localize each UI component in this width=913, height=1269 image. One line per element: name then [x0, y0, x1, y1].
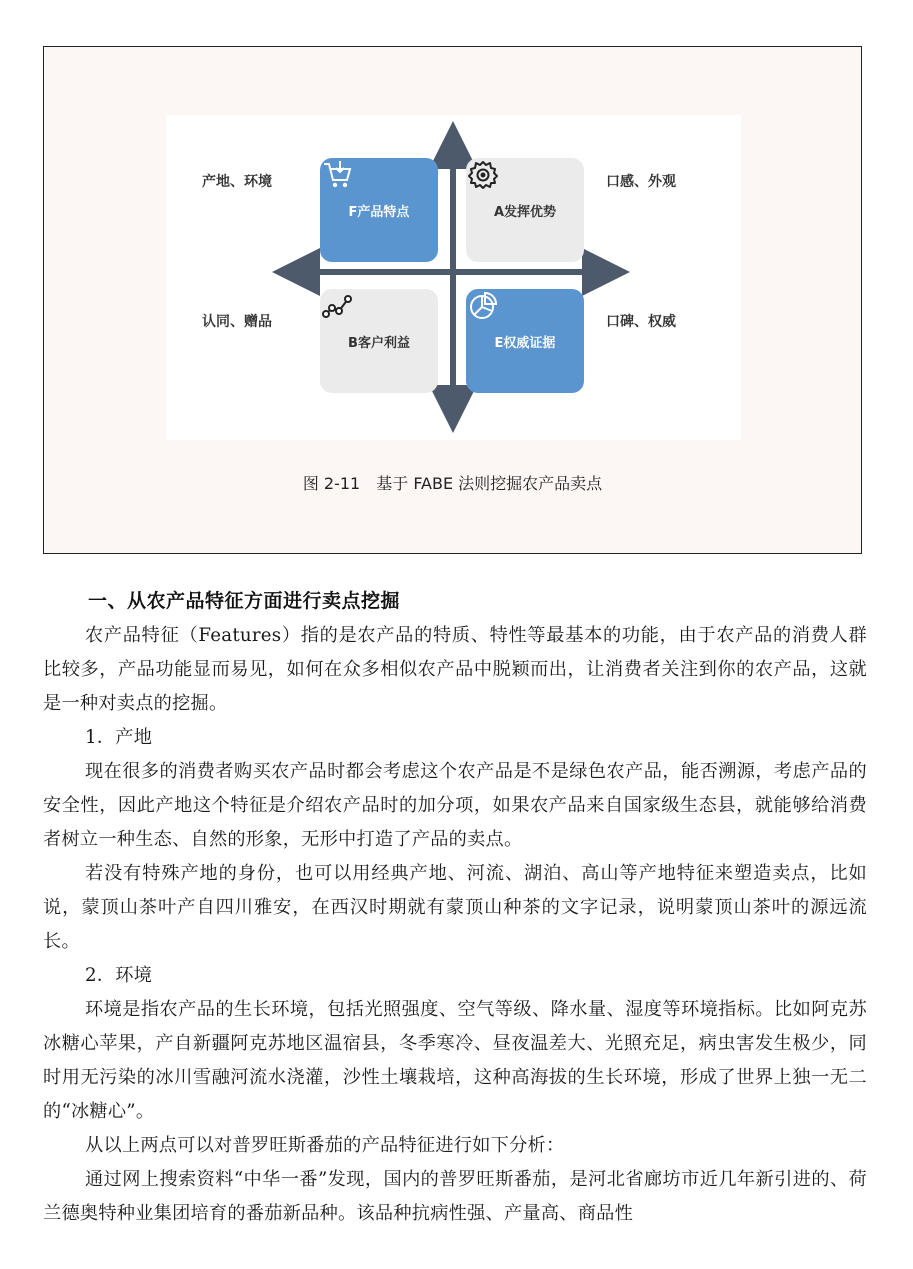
body-text — [43, 619, 867, 1231]
card-features — [320, 158, 438, 262]
paragraph-tomato: 通过网上搜索资料“中华一番”发现，国内的普罗旺斯番茄，是河北省廊坊市近几年新引进的、荷兰德奥特种业集团培育的番茄新品种。该品种抗病性强、产量高、商品性 — [43, 1169, 867, 1224]
label-top-right: 口感、外观 — [606, 174, 676, 190]
card-benefits — [320, 289, 438, 393]
gear-icon — [466, 158, 500, 192]
line-chart-icon — [320, 289, 354, 323]
card-evidence-label: E权威证据 — [494, 335, 556, 351]
fabe-diagram — [166, 115, 741, 440]
axes — [166, 115, 741, 440]
card-advantages — [466, 158, 584, 262]
card-evidence — [466, 289, 584, 393]
shopping-cart-icon — [320, 158, 354, 192]
section-heading: 一、从农产品特征方面进行卖点挖掘 — [88, 590, 401, 612]
paragraph-environment: 环境是指农产品的生长环境，包括光照强度、空气等级、降水量、湿度等环境指标。比如阿克苏冰糖心苹果，产自新疆阿克苏地区温宿县，冬季寒冷、昼夜温差大、光照充足，病虫害发生极少，同时用无污染的冰川雪融河流水浇灌，沙性土壤栽培，这种高海拔的生长环境，形成了世界上独一无二的“冰糖心”。 — [43, 999, 867, 1122]
item-origin: 1．产地 — [85, 727, 153, 748]
item-environment: 2．环境 — [85, 965, 153, 986]
paragraph-features: 农产品特征（Features）指的是农产品的特质、特性等最基本的功能，由于农产品的消费人群比较多，产品功能显而易见，如何在众多相似农产品中脱颖而出，让消费者关注到你的农产品，这就是一种对卖点的挖掘。 — [43, 625, 867, 714]
card-advantages-label: A发挥优势 — [493, 204, 557, 220]
pie-chart-icon — [466, 289, 500, 323]
figure-caption: 图 2-11 基于 FABE 法则挖掘农产品卖点 — [302, 474, 603, 493]
label-bottom-right: 口碑、权威 — [606, 314, 676, 330]
card-benefits-label: B客户利益 — [348, 335, 410, 351]
label-bottom-left: 认同、赠品 — [202, 314, 272, 330]
label-top-left: 产地、环境 — [202, 174, 272, 190]
figure-frame — [43, 46, 862, 554]
card-features-label: F产品特点 — [348, 204, 410, 220]
paragraph-analysis-intro: 从以上两点可以对普罗旺斯番茄的产品特征进行如下分析： — [85, 1135, 565, 1156]
paragraph-origin-alt: 若没有特殊产地的身份，也可以用经典产地、河流、湖泊、高山等产地特征来塑造卖点，比如说，蒙顶山茶叶产自四川雅安，在西汉时期就有蒙顶山种茶的文字记录，说明蒙顶山茶叶的源远流长。 — [43, 863, 867, 952]
paragraph-origin: 现在很多的消费者购买农产品时都会考虑这个农产品是不是绿色农产品，能否溯源，考虑产品的安全性，因此产地这个特征是介绍农产品时的加分项，如果农产品来自国家级生态县，就能够给消费者树立一种生态、自然的形象，无形中打造了产品的卖点。 — [43, 761, 867, 850]
